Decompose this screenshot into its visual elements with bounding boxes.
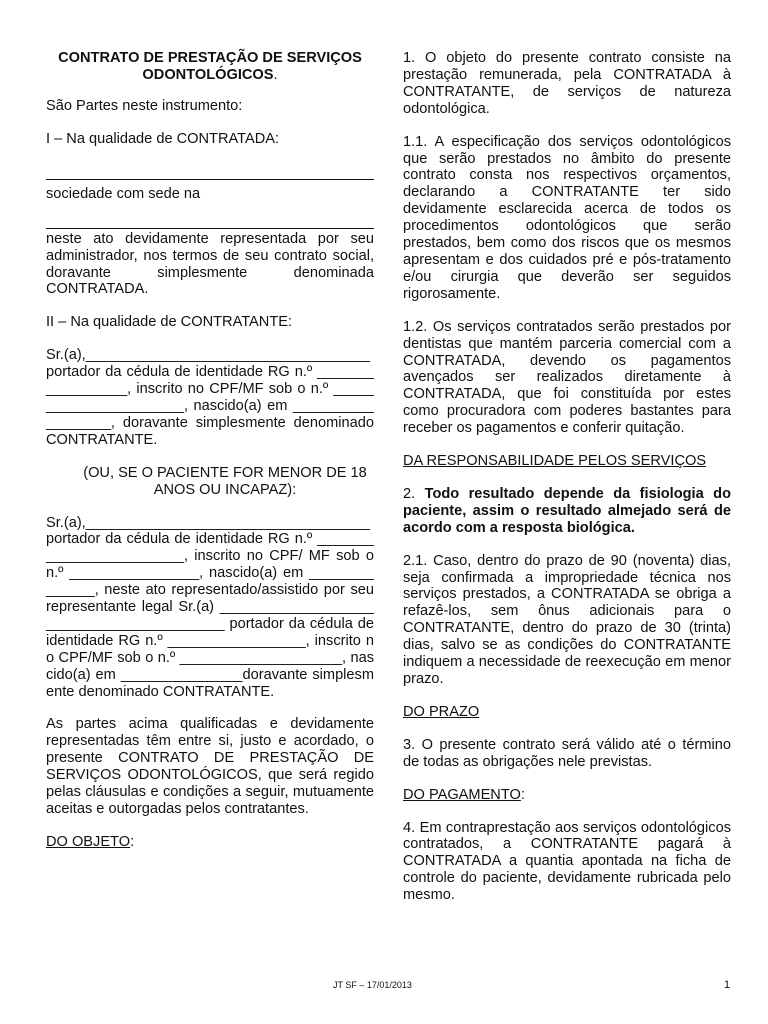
sede-address-line: [46, 211, 374, 229]
clause-1-2: 1.2. Os serviços contratados serão prestados por dentistas que mantém parceria comercial com a CONTRATADA, devendo os pagamentos avençados ser realizados diretamente à CONTRATADA, que foi constituída por estes como procuradora com poderes bastantes para receber os pagamentos e conferir quitação.: [403, 318, 731, 437]
clause-2: [403, 486, 731, 537]
contratada-name-line: [46, 162, 374, 180]
intro-text: São Partes neste instrumento:: [46, 98, 243, 114]
partes-text: As partes acima qualificadas e devidamente representadas têm entre si, justo e acordado, o presente CONTRATO DE PRESTAÇÃO DE SERVIÇOS ODONTOLÓGICOS, que será regido pelas cláusulas e condições a seguir, mutuamente aceitas e outorgadas pelos contratantes.: [46, 716, 374, 817]
left-column: [46, 50, 374, 867]
objeto-heading: [46, 834, 374, 851]
document-title: [46, 50, 374, 84]
pagamento-colon: :: [520, 786, 525, 803]
pagamento-heading: [403, 787, 731, 804]
title-period: .: [273, 67, 278, 83]
footer-reference: JT SF – 17/01/2013: [333, 980, 412, 990]
clause-1-1: 1.1. A especificação dos serviços odontológicos que serão prestados no âmbito do presente contrato consta nos respectivos orçamentos, declarando a CONTRATANTE ter sido devidamente esclarecida acerca de todos os procedimentos odontológicos que serão prestados, bem como dos riscos que os mesmos apresentam e dos cuidados pré e pós-tratamento e/ou cirurgia que deverão ser seguidos rigorosamente.: [403, 133, 731, 302]
clause-4: 4. Em contraprestação aos serviços odontológicos contratados, a CONTRATANTE pagará à CONTRATADA a quantia apontada na ficha de controle do paciente, devidamente rubricada pelo mesmo.: [403, 819, 731, 904]
pagamento-heading-label: DO PAGAMENTO: [403, 786, 521, 803]
title-line-2: ODONTOLÓGICOS: [142, 67, 274, 83]
contratante-text: Sr.(a),___________________________________ portador da cédula de identidade RG n.º _________________, inscrito no CPF/MF sob o n.º ______________________, nascido(a) em __________________, doravante simplesmente denominado CONTRATANTE.: [46, 347, 374, 448]
clause-2-1: 2.1. Caso, dentro do prazo de 90 (noventa) dias, seja confirmada a impropriedade técnica nos serviços prestados, a CONTRATADA se obriga a refazê-los, sem ônus adicionais para o CONTRATANTE, dentro do prazo de 30 (trinta) dias, salvo se as condições do CONTRATANTE indiquem a necessidade de reexecução em menor prazo.: [403, 552, 731, 687]
clause-3: 3. O presente contrato será válido até o término de todas as obrigações nele previstas.: [403, 736, 731, 770]
clause-1: 1. O objeto do presente contrato consiste na prestação remunerada, pela CONTRATADA à CONTRATANTE, de serviços de natureza odontológica.: [403, 50, 731, 117]
clause-2-bold-text: Todo resultado depende da fisiologia do paciente, assim o resultado almejado será de acordo com a resposta biológica.: [403, 485, 731, 536]
page-number: 1: [724, 979, 731, 991]
contratada-heading: I – Na qualidade de CONTRATADA:: [46, 130, 280, 147]
responsabilidade-heading: DA RESPONSABILIDADE PELOS SERVIÇOS: [403, 453, 707, 470]
clause-2-number: 2.: [403, 485, 425, 502]
objeto-colon: :: [130, 833, 135, 850]
right-column: [403, 50, 731, 920]
prazo-heading: DO PRAZO: [403, 703, 480, 720]
menor-heading: (OU, SE O PACIENTE FOR MENOR DE 18 ANOS OU INCAPAZ):: [83, 464, 367, 498]
title-line-1: CONTRATO DE PRESTAÇÃO DE SERVIÇOS: [58, 50, 362, 66]
contratante-heading: II – Na qualidade de CONTRATANTE:: [46, 314, 293, 331]
neste-ato-text: neste ato devidamente representada por seu administrador, nos termos de seu contrato social, doravante simplesmente denominada CONTRATADA.: [46, 230, 374, 298]
sede-label: sociedade com sede na: [46, 185, 201, 202]
menor-text: Sr.(a),___________________________________ portador da cédula de identidade RG n.º ________________________, inscrito no CPF/ MF sob o n.º ________________, nascido(a) em ______________, neste ato representado/assistido por seu representante legal Sr.(a) _________________________________________ portador da cédula de identidade RG n.º _________________, inscrito no CPF/MF sob o n.º ____________________, nascido(a) em _______________doravante simplesmente denominado CONTRATANTE.: [46, 514, 374, 700]
objeto-heading-label: DO OBJETO: [46, 833, 131, 850]
